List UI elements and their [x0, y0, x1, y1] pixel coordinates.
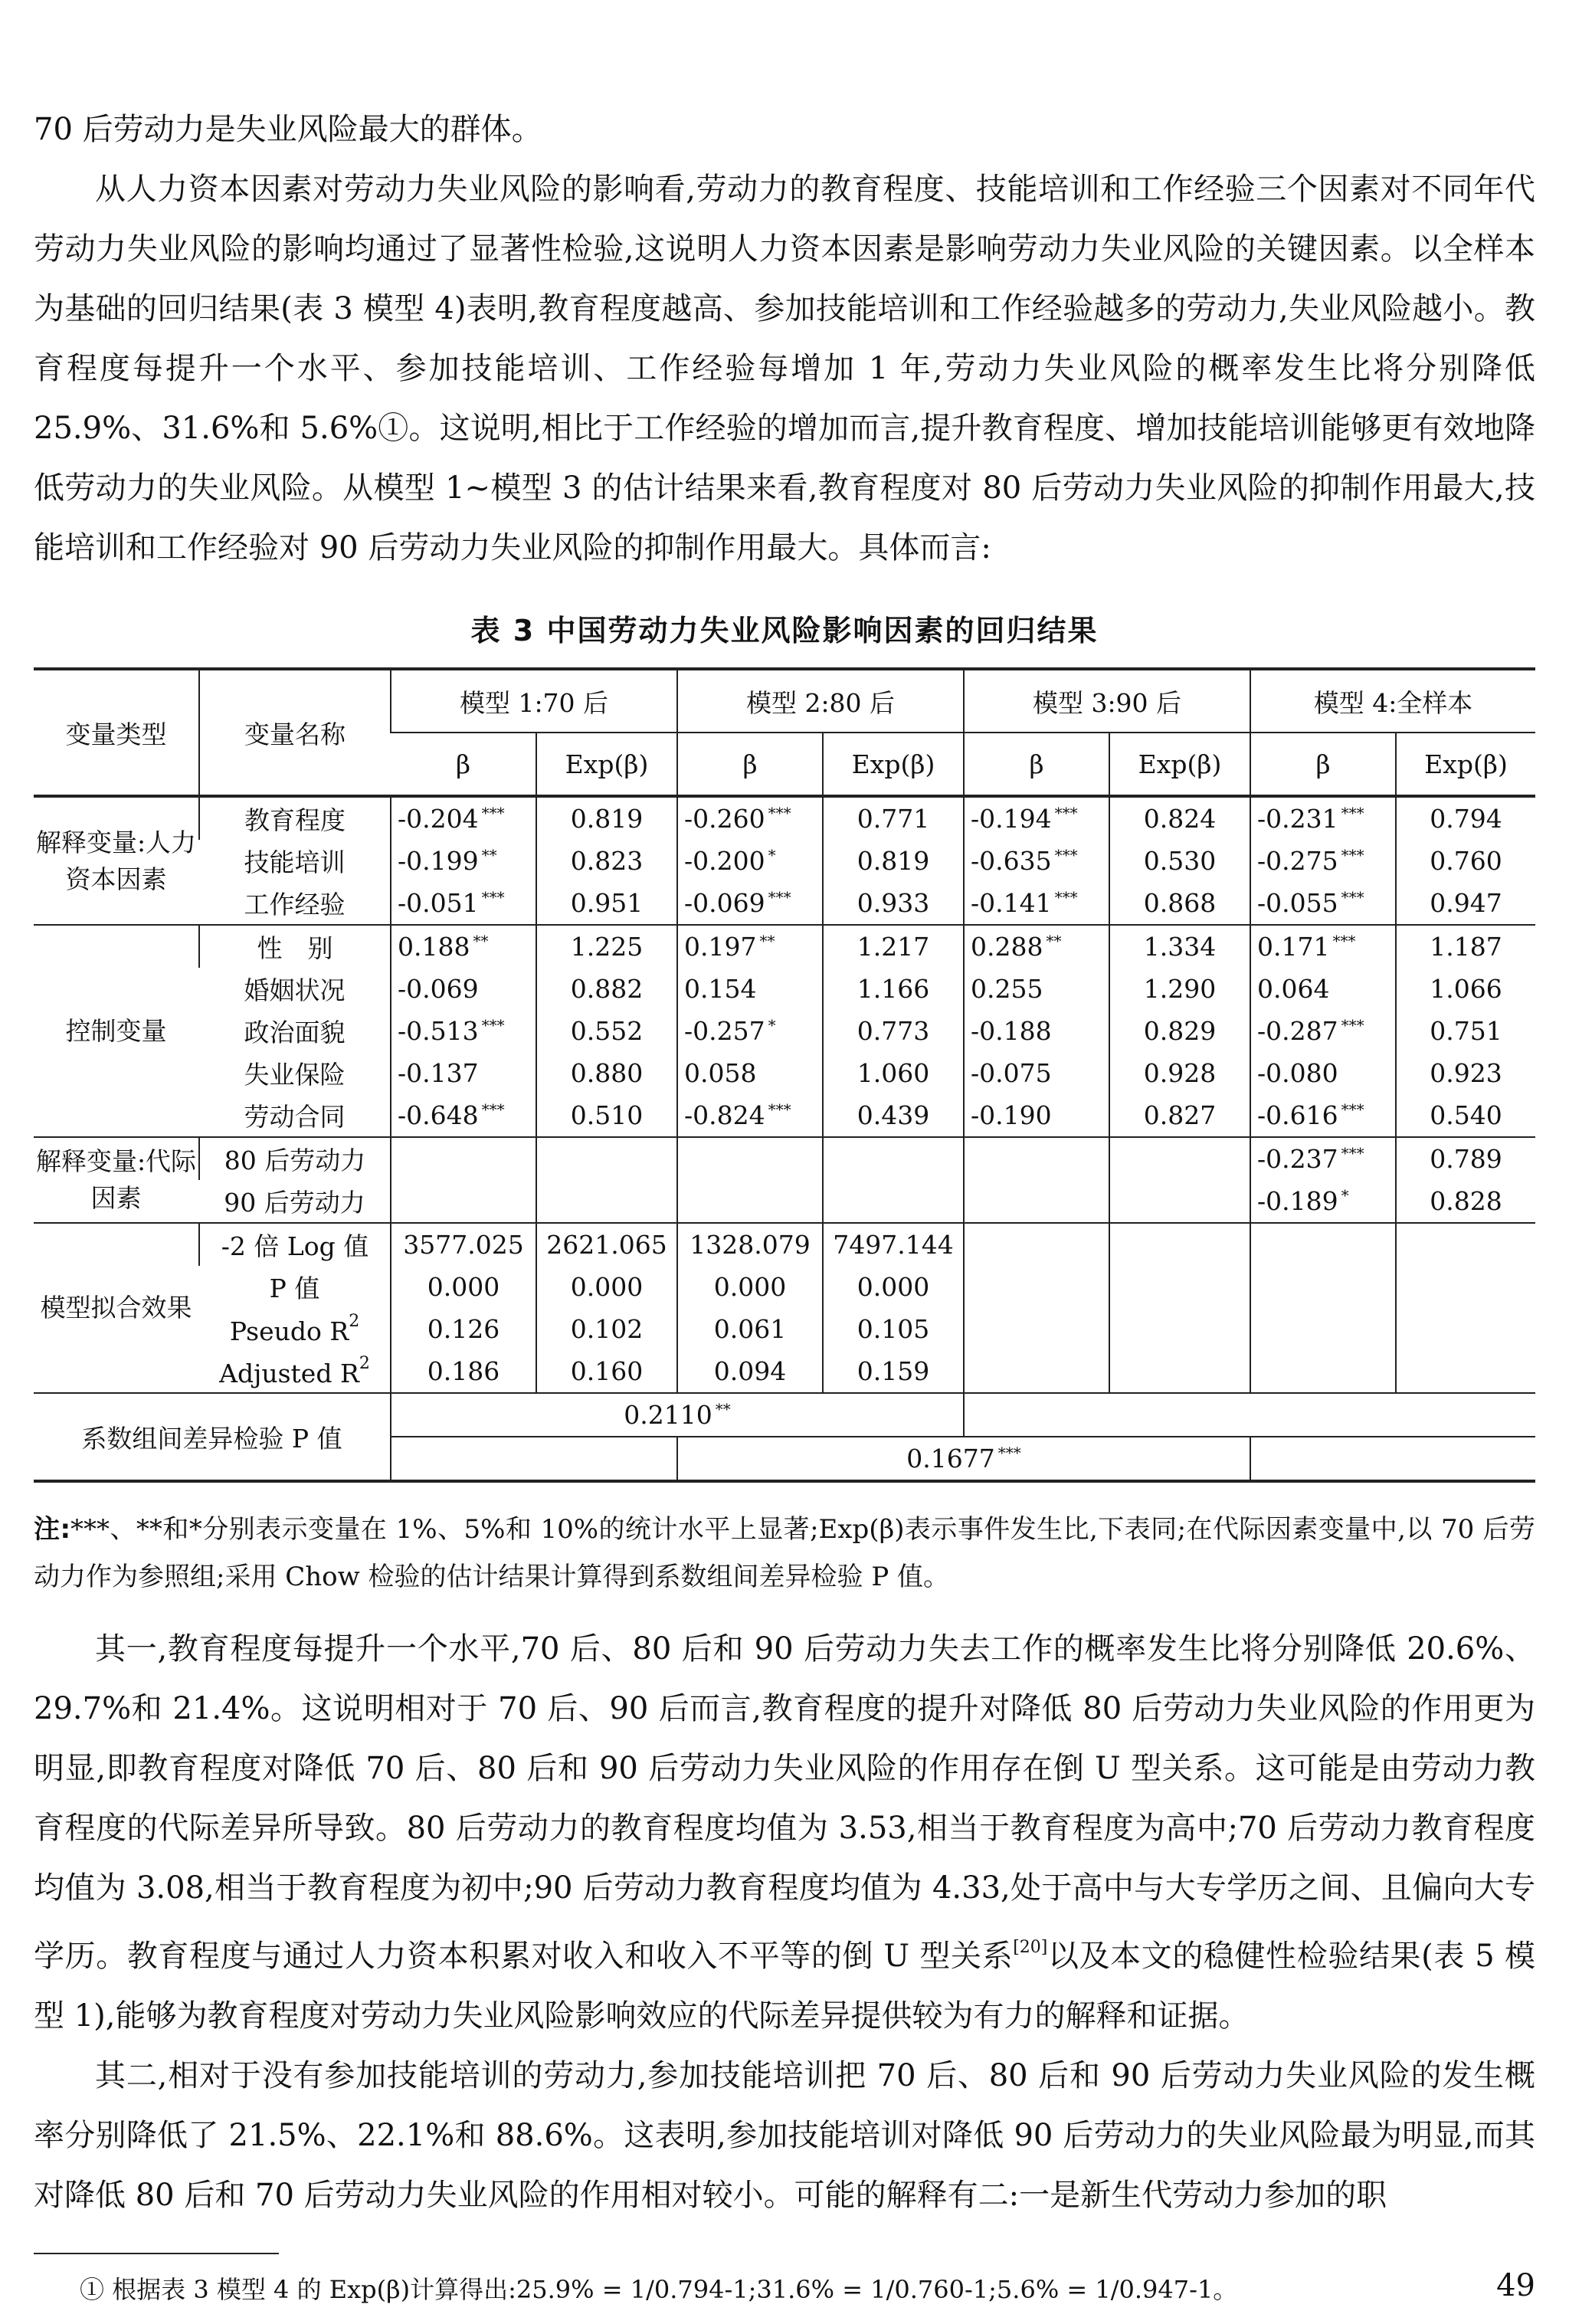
row-label	[199, 1350, 391, 1393]
exp-cell: 0.794	[1396, 796, 1535, 840]
sig-stars: *	[1341, 1186, 1349, 1205]
fit-cell: 0.094	[677, 1350, 823, 1393]
fit-cell: 7497.144	[823, 1223, 964, 1266]
coef-cell	[964, 796, 1109, 840]
coef-value: 0.197	[684, 932, 757, 962]
coef-value: -0.069	[684, 888, 765, 918]
row-label: 政治面貌	[244, 1018, 346, 1047]
coef-value: 0.288	[971, 932, 1043, 962]
coef-value: 0.188	[398, 932, 470, 962]
sig-stars: ***	[1341, 888, 1364, 906]
header-var-name: 变量名称	[199, 669, 391, 796]
header-expb: Exp(β)	[1396, 733, 1535, 796]
sig-stars: ***	[1054, 846, 1078, 864]
header-beta: β	[964, 733, 1109, 796]
citation: [20]	[1013, 1938, 1048, 1957]
exp-cell: 0.439	[823, 1094, 964, 1137]
exp-cell: 1.060	[823, 1052, 964, 1094]
coef-cell	[677, 796, 823, 840]
exp-cell: 0.771	[823, 796, 964, 840]
coef-value: -0.069	[398, 974, 479, 1004]
exp-cell: 0.829	[1109, 1010, 1250, 1052]
fit-cell: 0.000	[677, 1266, 823, 1308]
exp-cell: 0.540	[1396, 1094, 1535, 1137]
fit-cell: 3577.025	[391, 1223, 536, 1266]
coef-value: -0.190	[971, 1100, 1052, 1130]
coef-cell	[1250, 1094, 1396, 1137]
fit-cell: 0.159	[823, 1350, 964, 1393]
coef-cell	[1250, 882, 1396, 925]
exp-cell: 0.819	[536, 796, 677, 840]
coef-value: -0.194	[971, 804, 1052, 834]
exp-cell: 0.951	[536, 882, 677, 925]
exp-cell: 0.789	[1396, 1137, 1535, 1180]
exp-cell: 1.334	[1109, 925, 1250, 968]
sig-stars: ***	[1341, 804, 1364, 822]
paragraph-1: 70 后劳动力是失业风险最大的群体。	[34, 112, 542, 147]
coef-cell	[391, 840, 536, 882]
group-generation: 解释变量:代际因素	[34, 1137, 199, 1223]
coef-value: -0.204	[398, 804, 479, 834]
sig-stars: **	[759, 932, 775, 950]
paragraph-3	[34, 1619, 1535, 2046]
coef-cell	[677, 882, 823, 925]
coef-value: 0.058	[684, 1058, 757, 1088]
exp-cell: 0.923	[1396, 1052, 1535, 1094]
coef-value: -0.257	[684, 1016, 765, 1046]
fit-cell: 0.000	[536, 1266, 677, 1308]
sig-stars: *	[768, 1016, 776, 1034]
sig-stars: ***	[481, 1100, 505, 1119]
footnote-divider	[34, 2253, 279, 2254]
fit-cell: 1328.079	[677, 1223, 823, 1266]
coef-cell	[391, 1094, 536, 1137]
row-label: 工作经验	[244, 890, 346, 919]
coef-cell	[964, 1010, 1109, 1052]
coef-value: -0.237	[1257, 1144, 1338, 1174]
sig-stars: ***	[1341, 1144, 1364, 1162]
header-model-2: 模型 2:80 后	[677, 669, 964, 733]
fit-cell: 0.061	[677, 1308, 823, 1350]
exp-cell: 1.187	[1396, 925, 1535, 968]
header-beta: β	[677, 733, 823, 796]
sig-stars: ***	[1341, 1100, 1364, 1119]
table-note	[34, 1506, 1535, 1601]
row-label: 80 后劳动力	[199, 1137, 391, 1180]
header-model-4: 模型 4:全样本	[1250, 669, 1535, 733]
paragraph-4: 其二,相对于没有参加技能培训的劳动力,参加技能培训把 70 后、80 后和 90 后劳动力失业风险的发生概率分别降低了 21.5%、22.1%和 88.6%。这表明,参加技能培训对降低 90 后劳动力的失业风险最为明显,而其对降低 80 后和 70 后劳动力失业风险的作用相对较小。可能的解释有二:一是新生代劳动力参加的职	[34, 2058, 1535, 2213]
coef-cell	[677, 1010, 823, 1052]
header-model-1: 模型 1:70 后	[391, 669, 677, 733]
sig-stars: ***	[768, 888, 791, 906]
paragraph-3-text: 其一,教育程度每提升一个水平,70 后、80 后和 90 后劳动力失去工作的概率发生比将分别降低 20.6%、29.7%和 21.4%。这说明相对于 70 后、90 后而言,教育程度的提升对降低 80 后劳动力失业风险的作用更为明显,即教育程度对降低 70 后、80 后和 90 后劳动力失业风险的作用存在倒 U 型关系。这可能是由劳动力教育程度的代际差异所导致。80 后劳动力的教育程度均值为 3.53,相当于教育程度为高中;70 后劳动力教育程度均值为 3.08,相当于教育程度为初中;90 后劳动力教育程度均值为 4.33,处于高中与大专学历之间、且偏向大专学历。教育程度与通过人力资本积累对收入和收入不平等的倒 U 型关系	[34, 1631, 1535, 1974]
group-control: 控制变量	[34, 925, 199, 1137]
coef-value: -0.141	[971, 888, 1052, 918]
row-label: 劳动合同	[244, 1102, 346, 1132]
exp-cell: 1.166	[823, 968, 964, 1010]
exp-cell: 0.928	[1109, 1052, 1250, 1094]
sig-stars: ***	[1341, 846, 1364, 864]
page-content	[34, 100, 1535, 2314]
coef-cell	[677, 1094, 823, 1137]
header-model-3: 模型 3:90 后	[964, 669, 1250, 733]
coef-value: -0.287	[1257, 1016, 1338, 1046]
coef-value: -0.275	[1257, 846, 1338, 876]
exp-cell: 0.828	[1396, 1180, 1535, 1223]
sig-stars: ***	[1054, 804, 1078, 822]
exp-cell: 0.510	[536, 1094, 677, 1137]
fit-cell: 0.102	[536, 1308, 677, 1350]
coef-cell	[964, 1052, 1109, 1094]
row-label: 技能培训	[244, 847, 346, 877]
sig-stars: ***	[768, 1100, 791, 1119]
exp-cell: 0.882	[536, 968, 677, 1010]
exp-cell: 1.066	[1396, 968, 1535, 1010]
adjusted-r2-label: Adjusted R	[219, 1359, 359, 1388]
superscript-2: 2	[349, 1312, 360, 1331]
sig-stars: *	[768, 846, 776, 864]
row-label: 婚姻状况	[244, 975, 346, 1005]
coef-cell	[391, 796, 536, 840]
coef-cell	[677, 1052, 823, 1094]
exp-cell: 0.947	[1396, 882, 1535, 925]
sig-stars: **	[1046, 932, 1062, 950]
exp-cell: 0.751	[1396, 1010, 1535, 1052]
exp-cell: 0.773	[823, 1010, 964, 1052]
sig-stars: **	[473, 932, 489, 950]
coef-cell	[391, 968, 536, 1010]
sig-stars: ***	[997, 1444, 1021, 1462]
sig-stars: ***	[1332, 932, 1356, 950]
row-label: 教育程度	[199, 796, 391, 840]
exp-cell: 0.760	[1396, 840, 1535, 882]
exp-cell: 0.880	[536, 1052, 677, 1094]
exp-cell: 0.824	[1109, 796, 1250, 840]
paragraph-3-text-cont: 以及本文的稳健性检验结果(表 5 模型 1),能够为教育程度对劳动力失业风险影响效应的代际差异提供较为有力的解释和证据。	[34, 1939, 1536, 2034]
coef-value: -0.231	[1257, 804, 1338, 834]
header-var-type: 变量类型	[34, 669, 199, 796]
exp-cell: 0.827	[1109, 1094, 1250, 1137]
coef-value: -0.080	[1257, 1058, 1338, 1088]
fit-cell: 0.000	[391, 1266, 536, 1308]
group-human-capital: 解释变量:人力资本因素	[35, 827, 197, 894]
row-label: -2 倍 Log 值	[199, 1223, 391, 1266]
coef-cell	[1250, 1010, 1396, 1052]
chow-value-2: 0.1677	[906, 1444, 995, 1473]
coef-cell	[391, 882, 536, 925]
chow-value-1: 0.2110	[624, 1400, 712, 1430]
footnote: ① 根据表 3 模型 4 的 Exp(β)计算得出:25.9% = 1/0.794-1;31.6% = 1/0.760-1;5.6% = 1/0.947-1。	[80, 2275, 1238, 2304]
coef-value: -0.199	[398, 846, 479, 876]
coef-value: 0.255	[971, 974, 1043, 1004]
exp-cell: 0.823	[536, 840, 677, 882]
chow-label: 系数组间差异检验 P 值	[34, 1393, 391, 1481]
coef-value: -0.635	[971, 846, 1052, 876]
row-label	[199, 1308, 391, 1350]
coef-cell	[1250, 968, 1396, 1010]
row-label: 90 后劳动力	[224, 1188, 365, 1218]
coef-cell	[1250, 1052, 1396, 1094]
coef-cell	[964, 1094, 1109, 1137]
coef-cell	[964, 925, 1109, 968]
coef-cell	[391, 925, 536, 968]
coef-cell	[1250, 925, 1396, 968]
coef-value: -0.137	[398, 1058, 479, 1088]
exp-cell: 0.933	[823, 882, 964, 925]
regression-table	[34, 667, 1535, 1483]
coef-value: 0.154	[684, 974, 757, 1004]
coef-value: -0.075	[971, 1058, 1052, 1088]
page-number: 49	[1496, 2268, 1535, 2303]
coef-cell	[964, 840, 1109, 882]
coef-value: -0.189	[1257, 1186, 1338, 1216]
header-beta: β	[1250, 733, 1396, 796]
coef-cell	[964, 968, 1109, 1010]
coef-value: -0.200	[684, 846, 765, 876]
coef-cell	[677, 925, 823, 968]
group-model-fit: 模型拟合效果	[34, 1223, 199, 1393]
note-text: ***、**和*分别表示变量在 1%、5%和 10%的统计水平上显著;Exp(β)表示事件发生比,下表同;在代际因素变量中,以 70 后劳动力作为参照组;采用 Chow 检验的估计结果计算得到系数组间差异检验 P 值。	[34, 1514, 1535, 1592]
coef-cell	[391, 1010, 536, 1052]
sig-stars: ***	[481, 888, 505, 906]
exp-cell: 0.552	[536, 1010, 677, 1052]
fit-cell: 0.126	[391, 1308, 536, 1350]
fit-cell: 0.105	[823, 1308, 964, 1350]
fit-cell: 0.160	[536, 1350, 677, 1393]
coef-cell	[964, 882, 1109, 925]
sig-stars: **	[715, 1400, 731, 1418]
header-expb: Exp(β)	[1109, 733, 1250, 796]
header-expb: Exp(β)	[823, 733, 964, 796]
row-label: 失业保险	[244, 1060, 346, 1090]
exp-cell: 0.819	[823, 840, 964, 882]
header-beta: β	[391, 733, 536, 796]
coef-value: -0.648	[398, 1100, 479, 1130]
coef-value: -0.055	[1257, 888, 1338, 918]
sig-stars: ***	[481, 804, 505, 822]
fit-cell: 2621.065	[536, 1223, 677, 1266]
coef-value: -0.513	[398, 1016, 479, 1046]
sig-stars: ***	[1341, 1016, 1364, 1034]
table-title: 表 3 中国劳动力失业风险影响因素的回归结果	[470, 614, 1099, 647]
exp-cell: 1.217	[823, 925, 964, 968]
coef-value: 0.171	[1257, 932, 1330, 962]
sig-stars: **	[481, 846, 497, 864]
coef-cell	[677, 968, 823, 1010]
exp-cell: 1.225	[536, 925, 677, 968]
sig-stars: ***	[768, 804, 791, 822]
coef-cell	[1250, 1180, 1396, 1223]
paragraph-2: 从人力资本因素对劳动力失业风险的影响看,劳动力的教育程度、技能培训和工作经验三个因素对不同年代劳动力失业风险的影响均通过了显著性检验,这说明人力资本因素是影响劳动力失业风险的关键因素。以全样本为基础的回归结果(表 3 模型 4)表明,教育程度越高、参加技能培训和工作经验越多的劳动力,失业风险越小。教育程度每提升一个水平、参加技能培训、工作经验每增加 1 年,劳动力失业风险的概率发生比将分别降低 25.9%、31.6%和 5.6%①。这说明,相比于工作经验的增加而言,提升教育程度、增加技能培训能够更有效地降低劳动力的失业风险。从模型 1~模型 3 的估计结果来看,教育程度对 80 后劳动力失业风险的抑制作用最大,技能培训和工作经验对 90 后劳动力失业风险的抑制作用最大。具体而言:	[34, 172, 1535, 565]
coef-cell	[391, 1052, 536, 1094]
coef-value: -0.051	[398, 888, 479, 918]
fit-cell: 0.000	[823, 1266, 964, 1308]
coef-value: 0.064	[1257, 974, 1330, 1004]
coef-value: -0.188	[971, 1016, 1052, 1046]
row-label: 性 别	[199, 925, 391, 968]
exp-cell: 0.868	[1109, 882, 1250, 925]
coef-cell	[677, 840, 823, 882]
exp-cell: 1.290	[1109, 968, 1250, 1010]
note-label: 注:	[34, 1514, 71, 1545]
coef-cell	[1250, 840, 1396, 882]
pseudo-r2-label: Pseudo R	[229, 1316, 349, 1346]
sig-stars: ***	[481, 1016, 505, 1034]
header-expb: Exp(β)	[536, 733, 677, 796]
exp-cell: 0.530	[1109, 840, 1250, 882]
coef-value: -0.616	[1257, 1100, 1338, 1130]
row-label: P 值	[269, 1273, 320, 1303]
coef-value: -0.824	[684, 1100, 765, 1130]
coef-value: -0.260	[684, 804, 765, 834]
sig-stars: ***	[1054, 888, 1078, 906]
coef-cell	[1250, 796, 1396, 840]
superscript-2: 2	[359, 1354, 370, 1373]
coef-cell	[1250, 1137, 1396, 1180]
fit-cell: 0.186	[391, 1350, 536, 1393]
